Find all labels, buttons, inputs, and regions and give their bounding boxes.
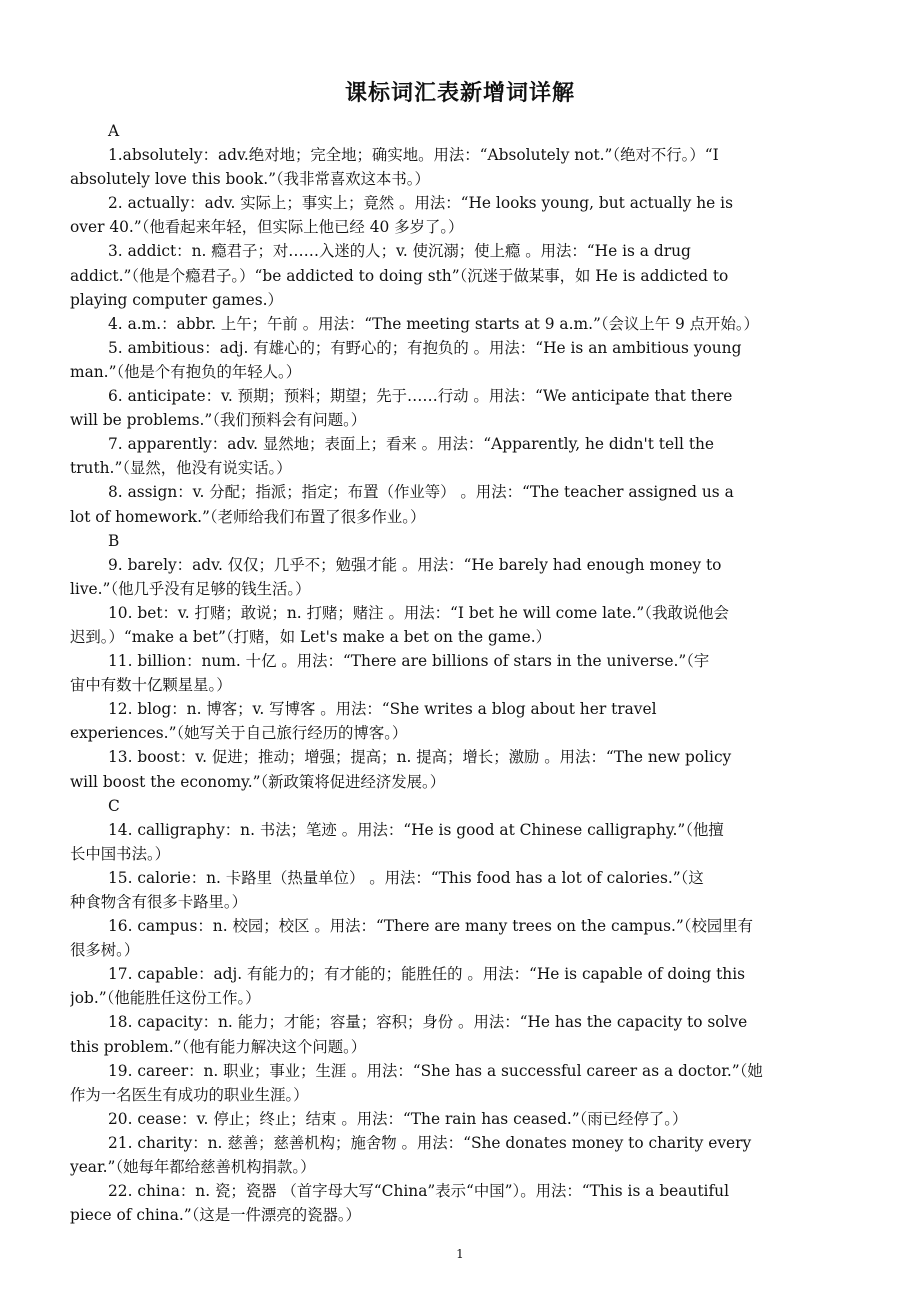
text-line: piece of china.”（这是一件漂亮的瓷器。） bbox=[70, 1206, 361, 1225]
document-body bbox=[70, 119, 878, 1227]
text-line: job.”（他能胜任这份工作。） bbox=[70, 989, 261, 1008]
text-line: 11. billion：num. 十亿 。用法：“There are billions of stars in the universe.”（宇 bbox=[108, 652, 710, 671]
text-line: absolutely love this book.”（我非常喜欢这本书。） bbox=[70, 170, 430, 189]
text-line: 12. blog：n. 博客；v. 写博客 。用法：“She writes a blog about her travel bbox=[108, 700, 657, 719]
text-line: 4. a.m.：abbr. 上午；午前 。用法：“The meeting starts at 9 a.m.”（会议上午 9 点开始。） bbox=[108, 314, 759, 333]
text-line: 13. boost：v. 促进；推动；增强；提高；n. 提高；增长；激励 。用法：“The new policy bbox=[108, 748, 732, 767]
section-letter-heading: C bbox=[108, 796, 120, 815]
text-line: 20. cease：v. 停止；终止；结束 。用法：“The rain has ceased.”（雨已经停了。） bbox=[108, 1109, 688, 1128]
text-line: will boost the economy.”（新政策将促进经济发展。） bbox=[70, 772, 446, 791]
text-line: 18. capacity：n. 能力；才能；容量；容积；身份 。用法：“He has the capacity to solve bbox=[108, 1013, 748, 1032]
text-line: truth.”（显然，他没有说实话。） bbox=[70, 459, 292, 478]
text-line: will be problems.”（我们预料会有问题。） bbox=[70, 411, 367, 430]
text-line: 2. actually：adv. 实际上；事实上；竟然 。用法：“He looks young, but actually he is bbox=[108, 194, 733, 213]
text-line: 很多树。） bbox=[70, 941, 140, 960]
text-line: live.”（他几乎没有足够的钱生活。） bbox=[70, 579, 311, 598]
text-line: 14. calligraphy：n. 书法；笔迹 。用法：“He is good at Chinese calligraphy.”（他擅 bbox=[108, 820, 724, 839]
text-line: addict.”（他是个瘾君子。）“be addicted to doing sth”（沉迷于做某事，如 He is addicted to bbox=[70, 266, 729, 285]
page-number: 1 bbox=[456, 1247, 464, 1261]
text-line: 宙中有数十亿颗星星。） bbox=[70, 676, 232, 695]
text-line: 6. anticipate：v. 预期；预料；期望；先于……行动 。用法：“We anticipate that there bbox=[108, 387, 733, 406]
text-line: 19. career：n. 职业；事业；生涯 。用法：“She has a successful career as a doctor.”（她 bbox=[108, 1061, 763, 1080]
text-line: 迟到。）“make a bet”（打赌，如 Let's make a bet on the game.） bbox=[70, 627, 551, 646]
text-line: 长中国书法。） bbox=[70, 844, 171, 863]
text-line: 3. addict：n. 瘾君子；对……入迷的人；v. 使沉溺；使上瘾 。用法：“He is a drug bbox=[108, 242, 691, 261]
text-line: over 40.”（他看起来年轻，但实际上他已经 40 多岁了。） bbox=[70, 218, 464, 237]
text-line: 10. bet：v. 打赌；敢说；n. 打赌；赌注 。用法：“I bet he will come late.”（我敢说他会 bbox=[108, 603, 729, 622]
text-line: year.”（她每年都给慈善机构捐款。） bbox=[70, 1158, 316, 1177]
section-letter-heading: B bbox=[108, 531, 120, 550]
page-title: 课标词汇表新增词详解 bbox=[344, 81, 575, 106]
text-line: 16. campus：n. 校园；校区 。用法：“There are many trees on the campus.”（校园里有 bbox=[108, 917, 754, 936]
text-line: 8. assign：v. 分配；指派；指定；布置（作业等） 。用法：“The teacher assigned us a bbox=[108, 483, 734, 502]
text-line: man.”（他是个有抱负的年轻人。） bbox=[70, 362, 302, 381]
section-letter-heading: A bbox=[108, 122, 120, 140]
text-line: 1.absolutely：adv.绝对地；完全地；确实地。用法：“Absolutely not.”（绝对不行。）“I bbox=[108, 146, 719, 165]
text-line: 17. capable：adj. 有能力的；有才能的；能胜任的 。用法：“He is capable of doing this bbox=[108, 965, 746, 984]
text-line: 作为一名医生有成功的职业生涯。） bbox=[70, 1085, 309, 1104]
text-line: playing computer games.） bbox=[70, 290, 283, 309]
text-line: experiences.”（她写关于自己旅行经历的博客。） bbox=[70, 724, 408, 743]
text-line: 5. ambitious：adj. 有雄心的；有野心的；有抱负的 。用法：“He is an ambitious young bbox=[108, 338, 742, 357]
text-line: 21. charity：n. 慈善；慈善机构；施舍物 。用法：“She donates money to charity every bbox=[108, 1133, 752, 1152]
text-line: 22. china：n. 瓷；瓷器 （首字母大写“China”表示“中国”）。用法：“This is a beautiful bbox=[108, 1182, 730, 1201]
text-line: 7. apparently：adv. 显然地；表面上；看来 。用法：“Apparently, he didn't tell the bbox=[108, 435, 715, 454]
text-line: lot of homework.”（老师给我们布置了很多作业。） bbox=[70, 507, 426, 526]
text-line: this problem.”（他有能力解决这个问题。） bbox=[70, 1037, 367, 1056]
text-line: 15. calorie：n. 卡路里（热量单位） 。用法：“This food has a lot of calories.”（这 bbox=[108, 868, 704, 887]
text-line: 9. barely：adv. 仅仅；几乎不；勉强才能 。用法：“He barely had enough money to bbox=[108, 555, 722, 574]
text-line: 种食物含有很多卡路里。） bbox=[70, 893, 247, 911]
